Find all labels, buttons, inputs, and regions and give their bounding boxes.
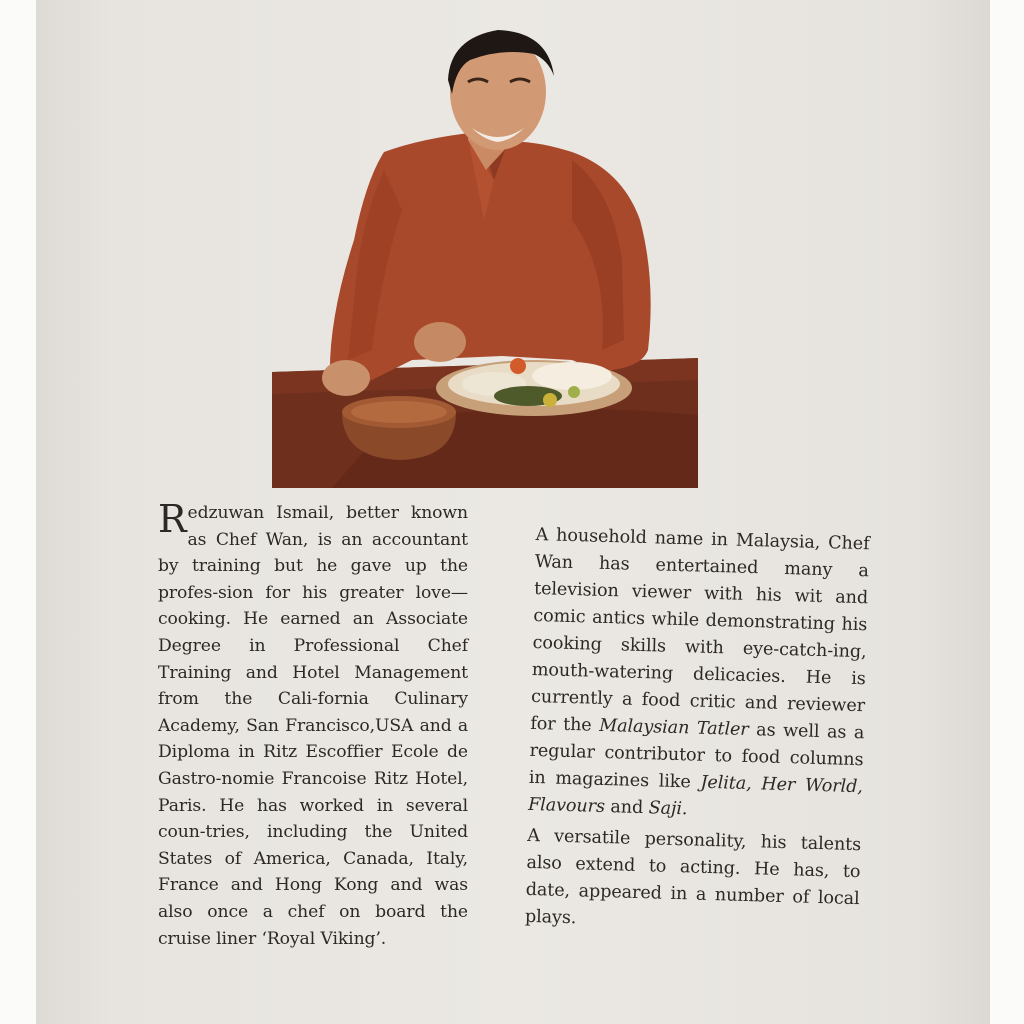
right-paragraph-1 <box>528 522 870 828</box>
right-p1-text-b: as well as a regular contributor to food columns in magazines like <box>528 720 865 793</box>
magazine-title: Malaysian Tatler <box>598 715 749 741</box>
right-hand <box>414 322 466 362</box>
left-paragraph <box>158 497 468 952</box>
magazine-title-saji: Saji <box>648 798 683 820</box>
right-border <box>990 0 1024 1024</box>
right-p1-text-a: A household name in Malaysia, Chef Wan has entertained many a television viewer with his wit and comic antics while demonstrating his cooking skills with eye-catch-ing, mouth-watering delicacies. He is currently a food critic and reviewer for the <box>530 524 870 736</box>
right-paragraph-2: A versatile personality, his talents also extend to acting. He has, to date, appeared in a number of local plays. <box>524 825 862 929</box>
right-column <box>525 522 870 940</box>
left-hand <box>322 360 370 396</box>
biography-text <box>158 497 870 970</box>
left-column <box>158 497 468 952</box>
magazine-titles: Jelita, Her World, Flavours <box>527 772 864 818</box>
right-p1-period: . <box>681 799 688 820</box>
right-p1-text-c: and <box>604 797 649 819</box>
left-paragraph-text: edzuwan Ismail, better known as Chef Wan, is an accountant by training but he gave up the profes-sion for his greater love—cooking. He earned an Associate Degree in Professional Chef Training and Hotel Management from the Cali-fornia Culinary Academy, San Francisco,USA and a Diploma in Ritz Escoffier Ecole de Gastro-nomie Francoise Ritz Hotel, Paris. He has worked in several coun-tries, including the United States of America, Canada, Italy, France and Hong Kong and was also once a chef on board the cruise liner ‘Royal Viking’. <box>158 503 468 949</box>
left-border <box>0 0 36 1024</box>
chef-portrait-photo <box>272 20 698 490</box>
drop-cap: R <box>158 497 187 541</box>
